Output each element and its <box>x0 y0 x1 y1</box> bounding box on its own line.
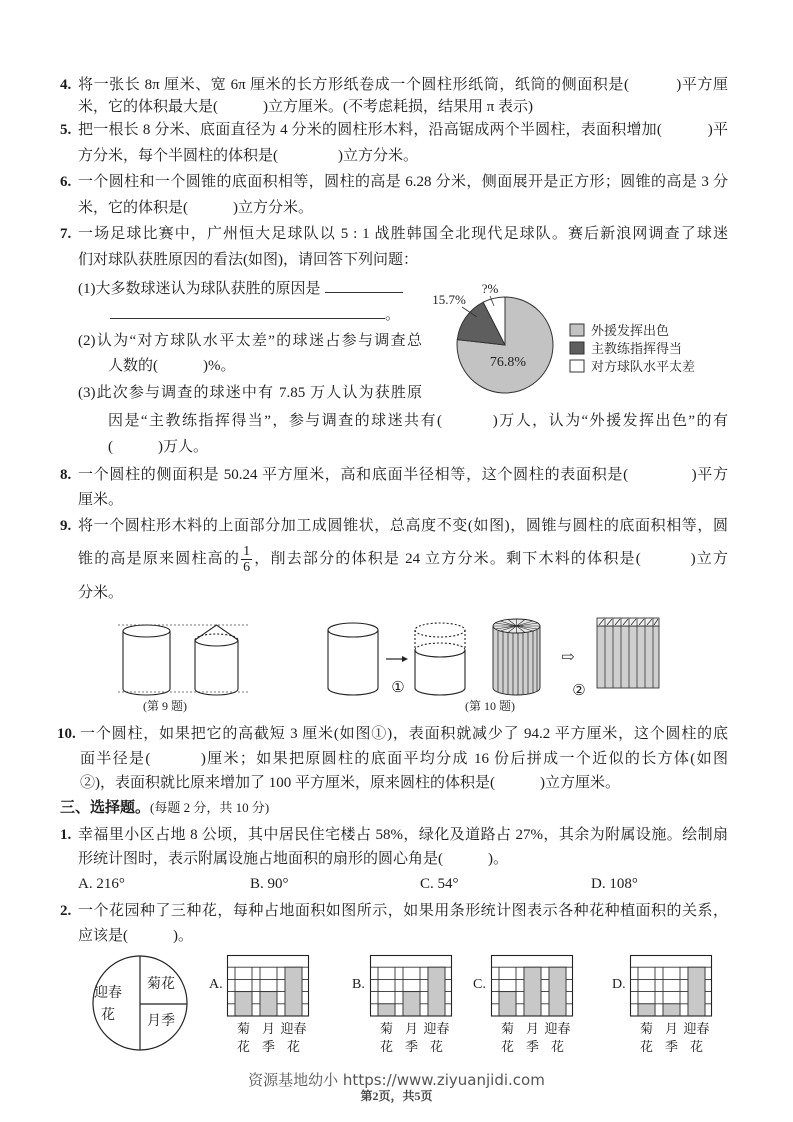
x-tick-label: 迎春 <box>544 1021 571 1036</box>
option-a[interactable]: A. 216° <box>78 876 125 892</box>
section-note: (每题 2 分，共 10 分) <box>150 800 270 815</box>
arrow-right-icon <box>386 656 408 662</box>
question-text: 幸福里小区占地 8 公顷，其中居民住宅楼占 58%，绿化及道路占 27%，其余为附属设施。绘制扇 <box>78 827 728 843</box>
question-text: 们对球队获胜原因的看法(如图)，请回答下列问题： <box>78 252 418 268</box>
x-tick-label: 月 <box>404 1021 419 1036</box>
question-text: 将一张长 8π 厘米、宽 6π 厘米的长方形纸卷成一个圆柱形纸筒，纸筒的侧面积是( )平方厘 <box>78 77 728 93</box>
bar <box>260 992 277 1016</box>
bar-chart <box>491 955 573 1017</box>
fraction-numerator: 1 <box>243 544 251 560</box>
question-number: 5. <box>60 122 72 138</box>
bar <box>524 967 541 1016</box>
pie-label: 76.8% <box>489 355 527 370</box>
option-d[interactable]: D. 108° <box>591 876 638 892</box>
bar <box>499 992 516 1016</box>
question-number: 1. <box>60 827 72 843</box>
garden-label-rose: 月季 <box>147 1014 175 1029</box>
bar <box>403 992 420 1016</box>
question-text: 一个圆柱和一个圆锥的底面积相等，圆柱的高是 6.28 分米，侧面展开是正方形；圆锥的高是 3 分 <box>78 174 728 190</box>
question-text: ，削去部分的体积是 24 立方分米。剩下木料的体积是( )立方 <box>253 551 728 567</box>
cone-cylinder-icon <box>195 625 238 695</box>
bar <box>549 967 566 1016</box>
x-tick-label: 迎春 <box>423 1021 450 1036</box>
bar <box>428 967 445 1016</box>
page-number: 第2页，共5页 <box>360 1089 433 1103</box>
x-tick-label: 菊 <box>379 1021 394 1036</box>
x-tick-label: 花 <box>286 1039 301 1054</box>
x-tick-label: 花 <box>429 1039 444 1054</box>
subquestion-3-continued: ( )万人。 <box>108 439 208 455</box>
x-tick-label: 菊 <box>236 1021 251 1036</box>
hollow-arrow-icon: ⇨ <box>561 649 575 666</box>
x-tick-label: 花 <box>379 1039 394 1054</box>
bar-chart <box>370 955 452 1017</box>
bar-chart-option-a[interactable] <box>209 955 309 1055</box>
x-tick-label: 季 <box>664 1039 679 1054</box>
x-tick-label: 季 <box>404 1039 419 1054</box>
subquestion-text: (1)大多数球迷认为球队获胜的原因是 <box>78 281 321 297</box>
x-tick-label: 花 <box>236 1039 251 1054</box>
x-tick-label: 季 <box>525 1039 540 1054</box>
option-b[interactable]: B. 90° <box>250 876 289 892</box>
pie-chart <box>420 280 730 405</box>
question-text: 形统计图时，表示附属设施占地面积的扇形的圆心角是( )。 <box>78 851 508 867</box>
question-number: 10. <box>57 726 76 742</box>
garden-label-chrysanthemum: 菊花 <box>147 977 175 992</box>
bar-chart-option-b[interactable] <box>352 955 452 1055</box>
figure-label: ② <box>572 683 586 699</box>
pie-slices <box>457 297 553 393</box>
bar <box>235 992 252 1016</box>
option-c[interactable]: C. 54° <box>420 876 459 892</box>
question-text: 一个圆柱的侧面积是 50.24 平方厘米，高和底面半径相等，这个圆柱的表面积是( )平方 <box>78 467 728 483</box>
legend-swatch <box>570 324 584 336</box>
legend-swatch <box>570 360 584 372</box>
question-number: 4. <box>60 77 72 93</box>
figure-label: ① <box>391 680 405 696</box>
x-tick-label: 菊 <box>500 1021 515 1036</box>
question-number: 7. <box>60 226 72 242</box>
question-text: 将一个圆柱形木料的上面部分加工成圆锥状，总高度不变(如图)，圆锥与圆柱的底面积相等，圆 <box>78 518 728 534</box>
figure-q10 <box>320 612 670 697</box>
legend <box>570 323 695 374</box>
answer-blank[interactable] <box>325 278 403 293</box>
bar <box>663 1004 680 1016</box>
subquestion-3-continued: 因是“主教练指挥得当”，参与调查的球迷共有( )万人，认为“外援发挥出色”的有 <box>108 413 728 429</box>
question-number: 9. <box>60 518 72 534</box>
x-tick-label: 月 <box>261 1021 276 1036</box>
fraction-denominator: 6 <box>243 560 251 576</box>
x-tick-label: 迎春 <box>280 1021 307 1036</box>
fluted-cylinder-icon <box>493 619 540 695</box>
question-text: 一场足球比赛中，广州恒大足球队以 5 : 1 战胜韩国全北现代足球队。赛后新浪网调查了球迷 <box>78 226 728 242</box>
cylinder-icon <box>123 625 170 695</box>
figure-caption: (第 9 题) <box>143 699 187 713</box>
option-letter: B. <box>352 977 365 992</box>
x-tick-label: 迎春 <box>683 1021 710 1036</box>
option-letter: A. <box>209 977 223 992</box>
figure-q9-cylinders <box>110 615 255 700</box>
garden-circle-diagram <box>90 953 190 1053</box>
question-text: 米，它的体积是( )立方分米。 <box>78 200 313 216</box>
question-text: 锥的高是原来圆柱高的 <box>78 551 241 567</box>
period: 。 <box>385 307 401 323</box>
shortened-cylinder-icon <box>415 623 465 695</box>
bar-chart <box>630 955 712 1017</box>
fraction <box>241 544 252 575</box>
bar <box>378 1004 395 1016</box>
subquestion-1 <box>78 278 403 299</box>
garden-label-jasmine: 迎春 <box>94 986 122 1001</box>
pie-label: 15.7% <box>432 292 466 307</box>
x-tick-label: 月 <box>525 1021 540 1036</box>
question-text: 应该是( )。 <box>78 928 193 944</box>
legend-label: 外援发挥出色 <box>591 323 670 338</box>
option-letter: C. <box>473 977 486 992</box>
bar <box>638 1004 655 1016</box>
legend-label: 对方球队水平太差 <box>591 359 696 374</box>
question-text: 方分米，每个半圆柱的体积是( )立方分米。 <box>78 148 418 164</box>
section-heading <box>60 798 269 818</box>
bar-chart-option-d[interactable] <box>612 955 712 1055</box>
pie-label: ?% <box>481 281 499 296</box>
question-text: 把一根长 8 分米、底面直径为 4 分米的圆柱形木料，沿高锯成两个半圆柱，表面积增加( )平 <box>78 122 728 138</box>
question-number: 6. <box>60 174 72 190</box>
question-text: 一个圆柱，如果把它的高截短 3 厘米(如图①)，表面积就减少了 94.2 平方厘米，这个圆柱的底 <box>80 726 728 742</box>
legend-swatch <box>570 342 584 354</box>
x-tick-label: 月 <box>664 1021 679 1036</box>
question-text: 面半径是( )厘米；如果把原圆柱的底面平均分成 16 份后拼成一个近似的长方体(如图 <box>80 751 728 767</box>
question-number: 2. <box>60 903 72 919</box>
figure-caption: (第 10 题) <box>465 699 515 713</box>
subquestion-3: (3)此次参与调查的球迷中有 7.85 万人认为获胜原 <box>78 385 422 401</box>
bar-chart <box>227 955 309 1017</box>
x-tick-label: 花 <box>500 1039 515 1054</box>
question-text: 分米。 <box>78 585 124 601</box>
legend-label: 主教练指挥得当 <box>591 341 683 356</box>
x-tick-label: 花 <box>689 1039 704 1054</box>
bar <box>688 967 705 1016</box>
question-text: 米，它的体积最大是( )立方厘米。(不考虑耗损，结果用 π 表示) <box>78 99 534 115</box>
x-tick-label: 季 <box>261 1039 276 1054</box>
question-text: 一个花园种了三种花，每种占地面积如图所示，如果用条形统计图表示各种花种植面积的关系， <box>78 903 728 919</box>
x-tick-label: 花 <box>550 1039 565 1054</box>
question-text-with-fraction <box>78 542 728 576</box>
cylinder-icon <box>328 623 378 695</box>
answer-blank[interactable] <box>110 304 385 319</box>
x-tick-label: 花 <box>639 1039 654 1054</box>
subquestion-2-continued: 人数的( )%。 <box>108 358 236 374</box>
question-text: ②)，表面积就比原来增加了 100 平方厘米，原来圆柱的体积是( )立方厘米。 <box>80 775 620 791</box>
watermark-text: 资源基地幼小 https://www.ziyuanjidi.com <box>248 1071 545 1089</box>
question-number: 8. <box>60 467 72 483</box>
bar <box>285 967 302 1016</box>
x-tick-label: 菊 <box>639 1021 654 1036</box>
subquestion-1-continued <box>110 304 400 325</box>
section-title: 三、选择题。 <box>60 800 151 816</box>
question-text: 厘米。 <box>78 492 124 508</box>
bar-chart-option-c[interactable] <box>473 955 573 1055</box>
garden-label-jasmine: 花 <box>101 1008 115 1023</box>
cuboid-icon <box>597 618 659 688</box>
subquestion-2: (2)认为“对方球队水平太差”的球迷占参与调查总 <box>78 333 422 349</box>
option-letter: D. <box>612 977 626 992</box>
